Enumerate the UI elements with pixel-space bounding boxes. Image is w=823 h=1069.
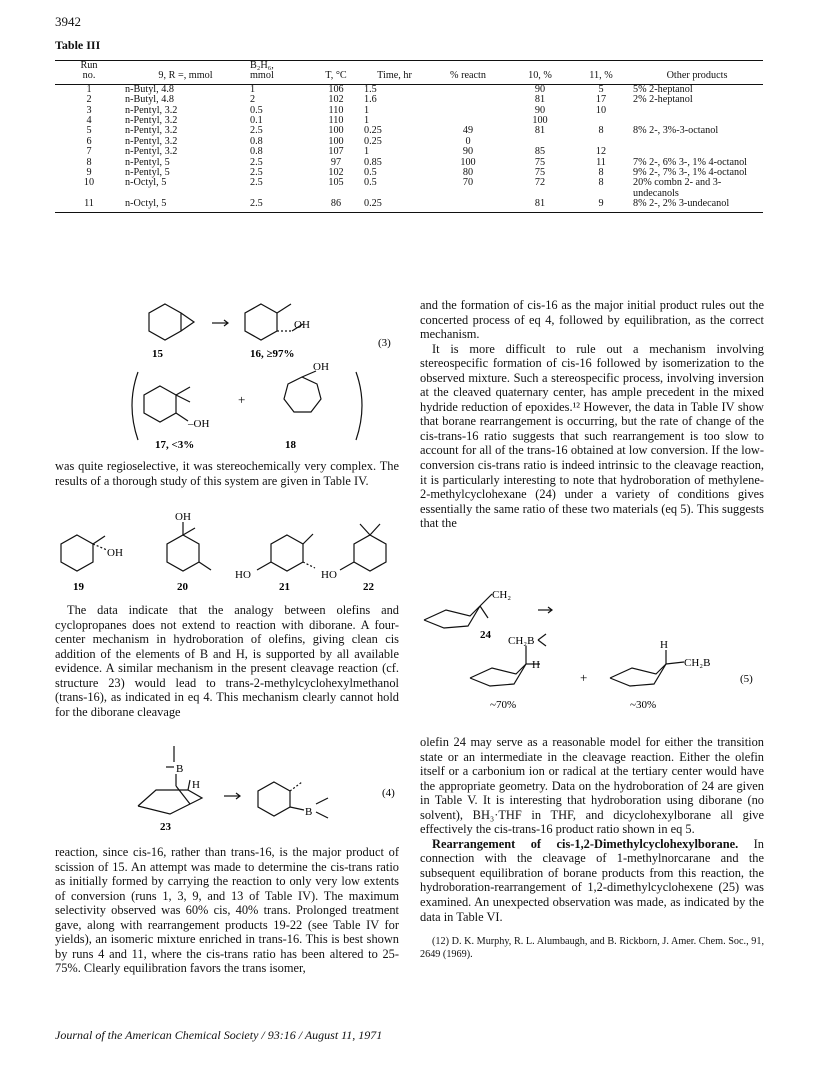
table-cell: 90 (534, 83, 546, 95)
structures-19-22 (55, 510, 400, 595)
table-cell: 0.25 (364, 125, 382, 137)
right-col-block2 (420, 735, 764, 961)
table-cell: 9% 2-, 7% 3-, 1% 4-octanol (633, 167, 748, 179)
table-cell (427, 95, 509, 105)
right-col-block1 (420, 298, 764, 531)
table-cell (631, 106, 763, 116)
scheme-4-structures (130, 742, 400, 834)
paragraph: was quite regioselective, it was stereochemically very complex. The results of a thorough study of this system are given in Table IV. (55, 459, 399, 488)
table-cell: 8 (598, 167, 604, 179)
label-18: 18 (285, 439, 296, 450)
label-21: 21 (279, 581, 290, 593)
paragraph: The data indicate that the analogy between olefins and cyclopropanes does not extend to reaction with diborane. A four-center mechanism in hydroboration of olefins, giving clean cis addition of the elements of B and H, is supported by all available evidence. A similar mechanism in the present cleavage reaction (cf. structure 23) would lead to trans-2-methylcyclohexylmethanol (trans-16), as indicated in eq 4. This mechanism clearly cannot hold for the diborane cleavage (55, 603, 399, 719)
table-cell (631, 137, 763, 147)
label-20: 20 (177, 581, 188, 593)
table-cell: 11 (55, 199, 123, 212)
boron-23: B (176, 763, 184, 775)
table-cell: 80 (462, 167, 474, 179)
table-cell: n-Pentyl, 5 (125, 167, 170, 179)
table-cell: 4 (86, 115, 92, 127)
table-cell: 6 (86, 135, 92, 147)
table-cell: 1 (364, 104, 370, 116)
table-cell: n-Pentyl, 3.2 (125, 135, 178, 147)
table-cell: 81 (509, 199, 571, 212)
paragraph: reaction, since cis-16, rather than trans-16, is the major product of scission of 15. An attempt was made to determine the cis-trans ratio as initially formed by carrying the reaction to only very low extents of conversion (runs 1, 3, 9, and 13 of Table IV). The maximum selectivity observed was 60% cis, 40% trans. Prolonged treatment gave, along with rearrangement products 19-22 (see Table IV for yields), an isomeric mixture enriched in trans-16. This is best shown by runs 4 and 11, where the cis-trans ratio has been altered to 25-75%. Clearly equilibration favors the trans isomer, (55, 845, 399, 976)
table-cell: 0.5 (364, 177, 377, 189)
table-cell: 1 (250, 83, 256, 95)
label-19: 19 (73, 581, 84, 593)
table-row (55, 199, 763, 212)
table-cell: 2 (250, 94, 256, 106)
header-cell: % reactn (427, 71, 509, 84)
table-cell: 2% 2-heptanol (633, 94, 693, 106)
table-cell: 2.5 (250, 167, 263, 179)
boron-product: B (305, 806, 313, 818)
table-cell: 1 (86, 83, 92, 95)
header-cell: B₂H₆, (248, 61, 310, 72)
chair-cis (470, 664, 526, 686)
percent-30: ~30% (630, 699, 657, 711)
norcarane-ring-23 (138, 790, 202, 814)
left-col-block1 (55, 459, 399, 488)
eq-5: (5) (740, 673, 753, 685)
table-cell: 8 (598, 177, 604, 189)
h-trans: H (660, 639, 668, 651)
header-cell: no. (55, 71, 123, 84)
paragraph: olefin 24 may serve as a reasonable model for either the transition state or an intermediate in the cleavage reaction. Either the olefin itself or a carbonium ion or radical at the tertiary center would have the appropriate geometry. Data on the hydroboration of 24 are given in Table V. It is interesting that hydroboration using diborane (no solvent), BH₃·THF in THF, and dicyclohexylborane all give effectively the cis-trans-16 product ratio shown in eq 5. (420, 735, 764, 837)
footnote: (12) D. K. Murphy, R. L. Alumbaugh, and B. Rickborn, J. Amer. Chem. Soc., 91, 2649 (1969). (420, 936, 764, 960)
table-cell: 70 (462, 177, 474, 189)
scheme-3-structures (130, 300, 410, 450)
chair-trans (610, 664, 666, 686)
section-heading-paragraph (420, 837, 764, 924)
cycloheptane-ring-18 (284, 377, 321, 412)
table-cell: 7% 2-, 6% 3-, 1% 4-octanol (633, 156, 748, 168)
table-cell: 9 (86, 167, 92, 179)
table-cell: 8 (86, 156, 92, 168)
table-cell: 97 (330, 156, 342, 168)
table-cell: 5 (86, 125, 92, 137)
table-cell: n-Pentyl, 3.2 (125, 146, 178, 158)
table-cell: 1.5 (364, 83, 377, 95)
table-cell: 0.25 (364, 135, 382, 147)
left-col-block3 (55, 845, 399, 976)
table-cell: 106 (328, 83, 344, 95)
table-cell: 8% 2-, 2% 3-undecanol (631, 199, 763, 212)
cyclohexane-ring-17 (144, 386, 176, 422)
table-cell: 75 (534, 167, 546, 179)
header-cell: 9, R =, mmol (123, 71, 248, 84)
table-cell: 2 (86, 94, 92, 106)
eq-4: (4) (382, 787, 395, 799)
oh-17: –OH (188, 418, 210, 430)
cyclohexane-ring-15 (149, 304, 181, 340)
table-cell: 85 (534, 146, 546, 158)
table-cell (427, 84, 509, 95)
table-iii (55, 60, 763, 213)
table-title: Table III (55, 38, 101, 52)
table-cell (427, 106, 509, 116)
table-cell: 102 (328, 167, 344, 179)
table-cell: 1 (364, 146, 370, 158)
table-cell: n-Octyl, 5 (123, 199, 248, 212)
table-cell: 0.8 (250, 146, 263, 158)
table-cell: 81 (534, 125, 546, 137)
label-23: 23 (160, 821, 171, 833)
table-cell (427, 199, 509, 212)
ch2b-trans: CH₂B (684, 657, 711, 669)
table-cell: 0.1 (250, 115, 263, 127)
table-cell: 75 (534, 156, 546, 168)
table-cell: 0.25 (362, 199, 427, 212)
table-cell: 0.8 (250, 135, 263, 147)
table-cell: 100 (328, 125, 344, 137)
table-cell: 10 (595, 104, 607, 116)
table-cell: 81 (534, 94, 546, 106)
table-cell: 5 (598, 83, 604, 95)
cyclohexane-ring-16 (245, 304, 277, 340)
table-cell: 90 (534, 104, 546, 116)
header-cell: 11, % (571, 71, 631, 84)
table-cell: 100 (328, 135, 344, 147)
label-22: 22 (363, 581, 374, 593)
table-cell: 7 (86, 146, 92, 158)
table-cell: 110 (328, 115, 344, 127)
hydrogen-23: H (192, 779, 200, 791)
table-cell: 10 (83, 177, 95, 189)
plus-5: + (580, 670, 588, 685)
page-number: 3942 (55, 14, 81, 29)
ch2-24: CH₂ (492, 590, 512, 601)
table-cell: 11 (596, 156, 606, 168)
table-cell: 12 (595, 146, 607, 158)
table-cell: 86 (310, 199, 362, 212)
paragraph: In connection with the cleavage of 1-methylnorcarane and the subsequent equilibration of borane products from this reaction, the hydroboration-rearrangement of 1,2-dimethylcyclohexene (25) was examined. An unexpected observation was made, as indicated by the data in Table VI. (420, 836, 764, 924)
header-cell: Other products (631, 71, 763, 84)
header-cell: T, °C (310, 71, 362, 84)
header-cell: Time, hr (362, 71, 427, 84)
oh-20: OH (175, 511, 191, 523)
table-cell: 107 (328, 146, 344, 158)
table-cell: n-Pentyl, 3.2 (125, 104, 178, 116)
table-cell: n-Butyl, 4.8 (125, 94, 174, 106)
label-17: 17, <3% (155, 439, 195, 450)
table-cell: 90 (462, 146, 474, 158)
ring-22 (354, 535, 386, 571)
section-heading: Rearrangement of cis-1,2-Dimethylcyclohexylborane. (432, 836, 739, 851)
table-cell: n-Pentyl, 3.2 (125, 115, 178, 127)
table-cell: 0 (465, 135, 471, 147)
table-cell: 20% combn 2- and 3-undecanols (633, 177, 722, 199)
table-cell: 110 (328, 104, 344, 116)
table-cell: 105 (328, 177, 344, 189)
table-cell: 2.5 (250, 177, 263, 189)
table-cell: n-Pentyl, 3.2 (125, 125, 178, 137)
table-cell: n-Butyl, 4.8 (125, 83, 174, 95)
table-cell: 2.5 (248, 199, 310, 212)
ho-21: HO (235, 569, 251, 581)
header-cell: Run (55, 61, 123, 72)
table-cell: 100 (532, 115, 548, 127)
table-header-row2 (55, 71, 763, 84)
ho-22: HO (321, 569, 337, 581)
table-cell: 17 (595, 94, 607, 106)
table-cell: 2.5 (250, 156, 263, 168)
label-16: 16, ≥97% (250, 348, 295, 360)
table-cell: 0.5 (364, 167, 377, 179)
table-cell: 102 (328, 94, 344, 106)
paragraph: and the formation of cis-16 as the major initial product rules out the concerted process of eq 4, followed by equilibration, as the correct mechanism. (420, 298, 764, 342)
table-cell: 3 (86, 104, 92, 116)
plus-3: + (238, 392, 246, 407)
chair-24 (424, 606, 480, 628)
table-cell: 49 (462, 125, 474, 137)
table-cell: 9 (571, 199, 631, 212)
table-cell: 1 (364, 115, 370, 127)
ring-20 (167, 535, 199, 571)
cyclohexane-ring-4 (258, 782, 290, 816)
percent-70: ~70% (490, 699, 517, 711)
table-cell: 8 (598, 125, 604, 137)
table-cell: 100 (460, 156, 476, 168)
oh-19: OH (107, 547, 123, 559)
eq-3: (3) (378, 337, 391, 349)
ch2b-cis: CH₂B (508, 635, 535, 647)
ring-19 (61, 535, 93, 571)
ring-21 (271, 535, 303, 571)
scheme-5-structures (420, 590, 765, 750)
table-cell: 2.5 (250, 125, 263, 137)
paragraph: It is more difficult to rule out a mechanism involving stereospecific formation of cis-16 followed by isomerization to the observed mixture. Such a stereospecific process, involving inversion at the cleaved quaternary center, has ample precedent in the mixed hydride reduction of epoxides.¹² However, the data in Table IV show that borane rearrangement is occurring, but the rate of change of the cis-trans-16 ratio suggests that such rearrangement is too slow to account for all of the trans-16 obtained at low conversion. If the low-conversion cis-trans ratio is indeed intrinsic to the cleavage reaction, it is particularly interesting to note that hydroboration of methylene-2-methylcyclohexane (24) under a variety of conditions gives essentially the same ratio of these two materials (eq 5). This suggests that the (420, 341, 764, 531)
table-cell: 1.6 (364, 94, 377, 106)
journal-footer: Journal of the American Chemical Society / 93:16 / August 11, 1971 (55, 1028, 383, 1042)
table-cell: n-Pentyl, 5 (125, 156, 170, 168)
left-col-block2 (55, 603, 399, 719)
oh-18: OH (313, 361, 329, 373)
label-15: 15 (152, 348, 163, 360)
table-cell: 5% 2-heptanol (633, 83, 693, 95)
cyclopropane-15 (181, 313, 194, 331)
header-cell: 10, % (509, 71, 571, 84)
table-cell: n-Octyl, 5 (125, 177, 167, 189)
header-cell: mmol (248, 71, 310, 84)
table-cell: 8% 2-, 3%-3-octanol (633, 125, 719, 137)
table-cell: 0.85 (364, 156, 382, 168)
h-cis: H (532, 659, 540, 671)
table-cell: 0.5 (250, 104, 263, 116)
oh-16: OH (294, 319, 310, 331)
table-cell: 72 (534, 177, 546, 189)
table-row (55, 178, 763, 199)
label-24: 24 (480, 629, 491, 641)
